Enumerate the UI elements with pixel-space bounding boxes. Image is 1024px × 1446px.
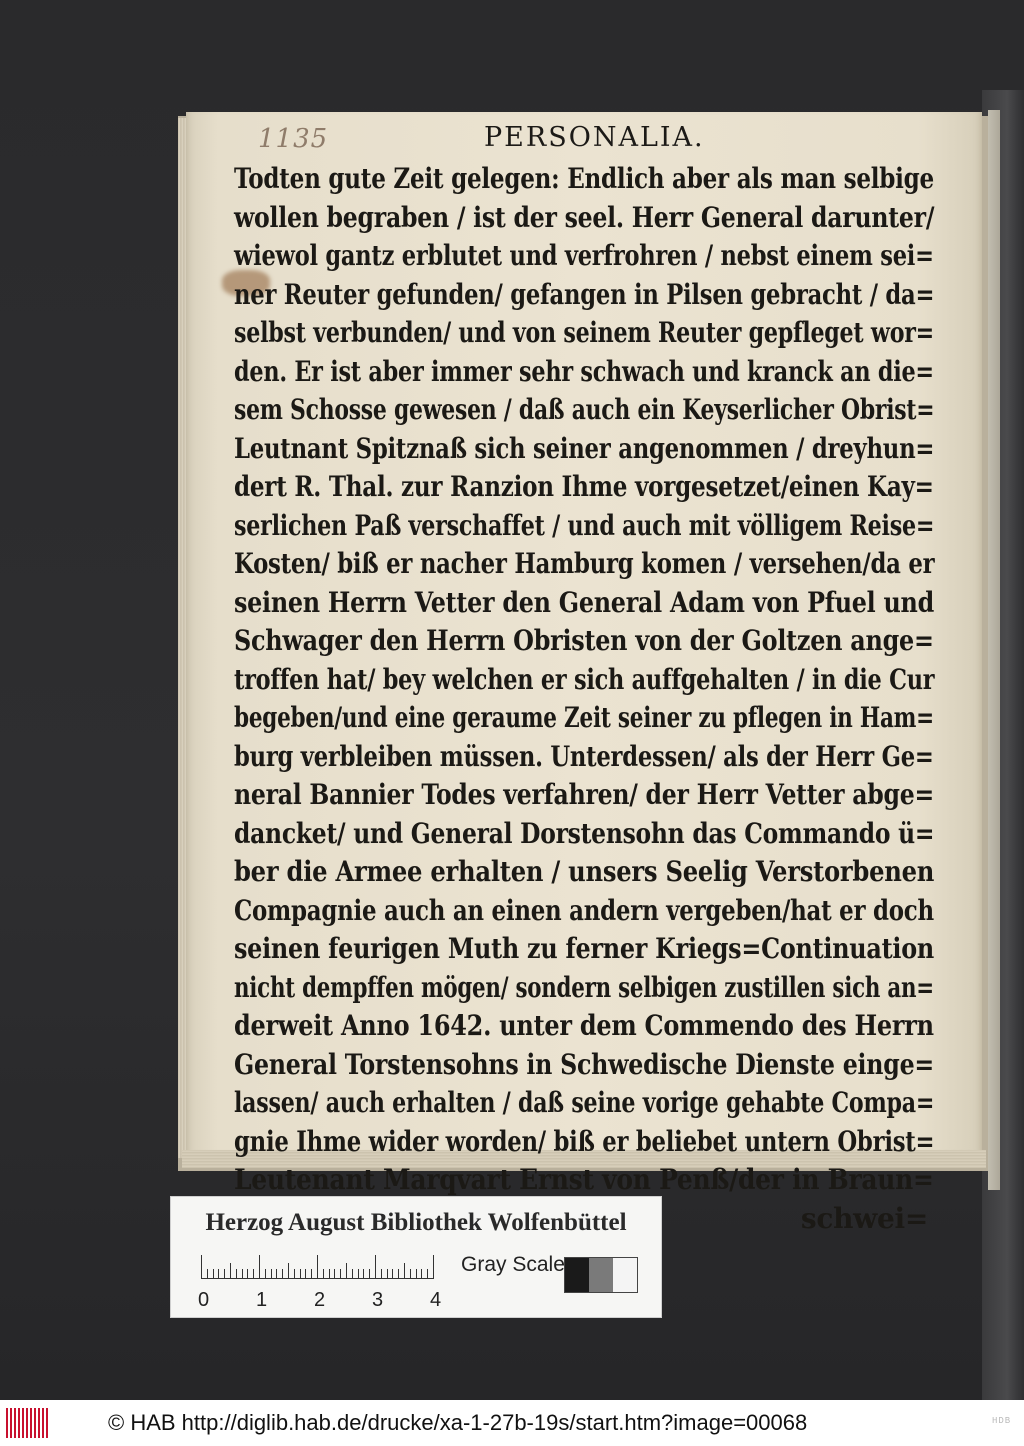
ruler-tick bbox=[323, 1269, 324, 1279]
ruler-tick bbox=[381, 1269, 382, 1279]
ruler-tick bbox=[340, 1269, 341, 1279]
ruler-tick bbox=[213, 1269, 214, 1279]
ruler-number: 4 bbox=[430, 1289, 442, 1311]
ruler-tick bbox=[259, 1255, 260, 1279]
text-line: derweit Anno 1642. unter dem Commendo des Herrn bbox=[234, 1009, 934, 1042]
text-line: seinen Herrn Vetter den General Adam von Pfuel und bbox=[234, 585, 935, 619]
text-line: lassen/ auch erhalten / daß seine vorige gehabte Compa= bbox=[234, 1086, 935, 1119]
ruler-tick bbox=[201, 1255, 202, 1279]
ruler-tick bbox=[352, 1269, 353, 1279]
ruler-number: 0 bbox=[198, 1289, 210, 1311]
text-line: Compagnie auch an einen andern vergeben/hat er doch bbox=[234, 893, 934, 927]
hab-logo-icon bbox=[6, 1408, 48, 1438]
ruler-tick bbox=[398, 1269, 399, 1279]
ruler-tick bbox=[230, 1263, 231, 1279]
ruler-tick bbox=[375, 1255, 376, 1279]
ruler-number: 3 bbox=[372, 1289, 384, 1311]
inventory-mark: 1135 bbox=[258, 124, 329, 154]
ruler-tick bbox=[300, 1269, 301, 1279]
ruler-tick bbox=[311, 1269, 312, 1279]
ruler-tick bbox=[288, 1263, 289, 1279]
text-line: burg verbleiben müssen. Unterdessen/ als der Herr Ge= bbox=[234, 739, 934, 773]
gray-scale-patches bbox=[564, 1257, 638, 1293]
ruler-tick bbox=[329, 1269, 330, 1279]
ruler-tick bbox=[242, 1269, 243, 1279]
text-line: troffen hat/ bey welchen er sich auffgehalten / in die Cur bbox=[234, 662, 935, 696]
ruler-tick bbox=[387, 1269, 388, 1279]
footer-bar bbox=[0, 1400, 1024, 1446]
page-header bbox=[258, 118, 718, 162]
text-line: sem Schosse gewesen / daß auch ein Keyserlicher Obrist= bbox=[234, 393, 935, 426]
ruler-tick bbox=[433, 1255, 434, 1279]
text-line: General Torstensohns in Schwedische Dienste einge= bbox=[234, 1047, 935, 1081]
text-line: Leutnant Spitznaß sich seiner angenommen / dreyhun= bbox=[234, 431, 935, 465]
ruler-tick bbox=[224, 1269, 225, 1279]
ruler-tick bbox=[421, 1269, 422, 1279]
ruler-tick bbox=[334, 1269, 335, 1279]
ruler-tick bbox=[271, 1269, 272, 1279]
ruler-tick bbox=[247, 1269, 248, 1279]
ruler-tick bbox=[265, 1269, 266, 1279]
corner-mark: HDB bbox=[992, 1416, 1012, 1426]
text-line: Schwager den Herrn Obristen von der Goltzen ange= bbox=[234, 624, 934, 657]
ruler-tick bbox=[294, 1269, 295, 1279]
ruler-tick bbox=[276, 1269, 277, 1279]
ruler-number: 1 bbox=[256, 1289, 268, 1311]
ruler-tick bbox=[236, 1269, 237, 1279]
ruler-tick bbox=[346, 1263, 347, 1279]
gray-patch bbox=[613, 1258, 637, 1292]
adjacent-page-strip bbox=[988, 110, 1000, 1190]
text-line: Leutenant Marqvart Ernst von Penß/der in Braun= bbox=[234, 1163, 934, 1196]
text-line: Todten gute Zeit gelegen: Endlich aber als man selbige bbox=[234, 162, 934, 195]
body-text bbox=[234, 160, 934, 1238]
text-line: gnie Ihme wider worden/ biß er beliebet untern Obrist= bbox=[234, 1124, 935, 1158]
text-line: selbst verbunden/ und von seinem Reuter gepfleget wor= bbox=[234, 316, 934, 349]
ruler-tick bbox=[358, 1269, 359, 1279]
text-line: dert R. Thal. zur Ranzion Ihme vorgesetzet/einen Kay= bbox=[234, 470, 934, 503]
text-line: wiewol gantz erblutet und verfrohren / nebst einem sei= bbox=[234, 239, 934, 272]
text-line: seinen feurigen Muth zu ferner Kriegs=Continuation bbox=[234, 932, 934, 965]
gray-patch bbox=[589, 1258, 613, 1292]
ruler-tick bbox=[427, 1269, 428, 1279]
text-line: serlichen Paß verschaffet / und auch mit völligem Reise= bbox=[234, 508, 935, 542]
ruler-tick bbox=[392, 1269, 393, 1279]
color-reference-card bbox=[170, 1196, 662, 1318]
text-line: wollen begraben / ist der seel. Herr General darunter/ bbox=[234, 200, 935, 234]
text-line: dancket/ und General Dorstensohn das Commando ü= bbox=[234, 816, 935, 850]
text-line: ber die Armee erhalten / unsers Seelig Verstorbenen bbox=[234, 855, 935, 888]
text-line: neral Bannier Todes verfahren/ der Herr Vetter abge= bbox=[234, 778, 934, 811]
ruler-tick bbox=[363, 1269, 364, 1279]
scale-ruler bbox=[201, 1253, 433, 1279]
ruler-tick bbox=[282, 1269, 283, 1279]
running-head: PERSONALIA. bbox=[484, 122, 705, 153]
ruler-tick bbox=[207, 1269, 208, 1279]
gray-scale-label: Gray Scale bbox=[461, 1253, 565, 1276]
gray-patch bbox=[565, 1258, 589, 1292]
copyright-url[interactable]: © HAB http://diglib.hab.de/drucke/xa-1-27b-19s/start.htm?image=00068 bbox=[108, 1410, 808, 1435]
text-line: nicht dempffen mögen/ sondern selbigen zustillen sich an= bbox=[234, 970, 934, 1004]
text-line: begeben/und eine geraume Zeit seiner zu pflegen in Ham= bbox=[234, 701, 934, 734]
ruler-tick bbox=[305, 1269, 306, 1279]
ruler-tick bbox=[410, 1269, 411, 1279]
text-line: ner Reuter gefunden/ gefangen in Pilsen gebracht / da= bbox=[234, 277, 935, 311]
ruler-tick bbox=[404, 1263, 405, 1279]
text-line: den. Er ist aber immer sehr schwach und kranck an die= bbox=[234, 354, 934, 388]
text-line: Kosten/ biß er nacher Hamburg komen / versehen/da er bbox=[234, 547, 935, 580]
ruler-tick bbox=[218, 1269, 219, 1279]
ruler-tick bbox=[416, 1269, 417, 1279]
text-line: schwei= bbox=[800, 1201, 928, 1235]
library-name: Herzog August Bibliothek Wolfenbüttel bbox=[205, 1209, 627, 1236]
ruler-number: 2 bbox=[314, 1289, 326, 1311]
ruler-tick bbox=[317, 1255, 318, 1279]
ruler-tick bbox=[253, 1269, 254, 1279]
ruler-tick bbox=[369, 1269, 370, 1279]
